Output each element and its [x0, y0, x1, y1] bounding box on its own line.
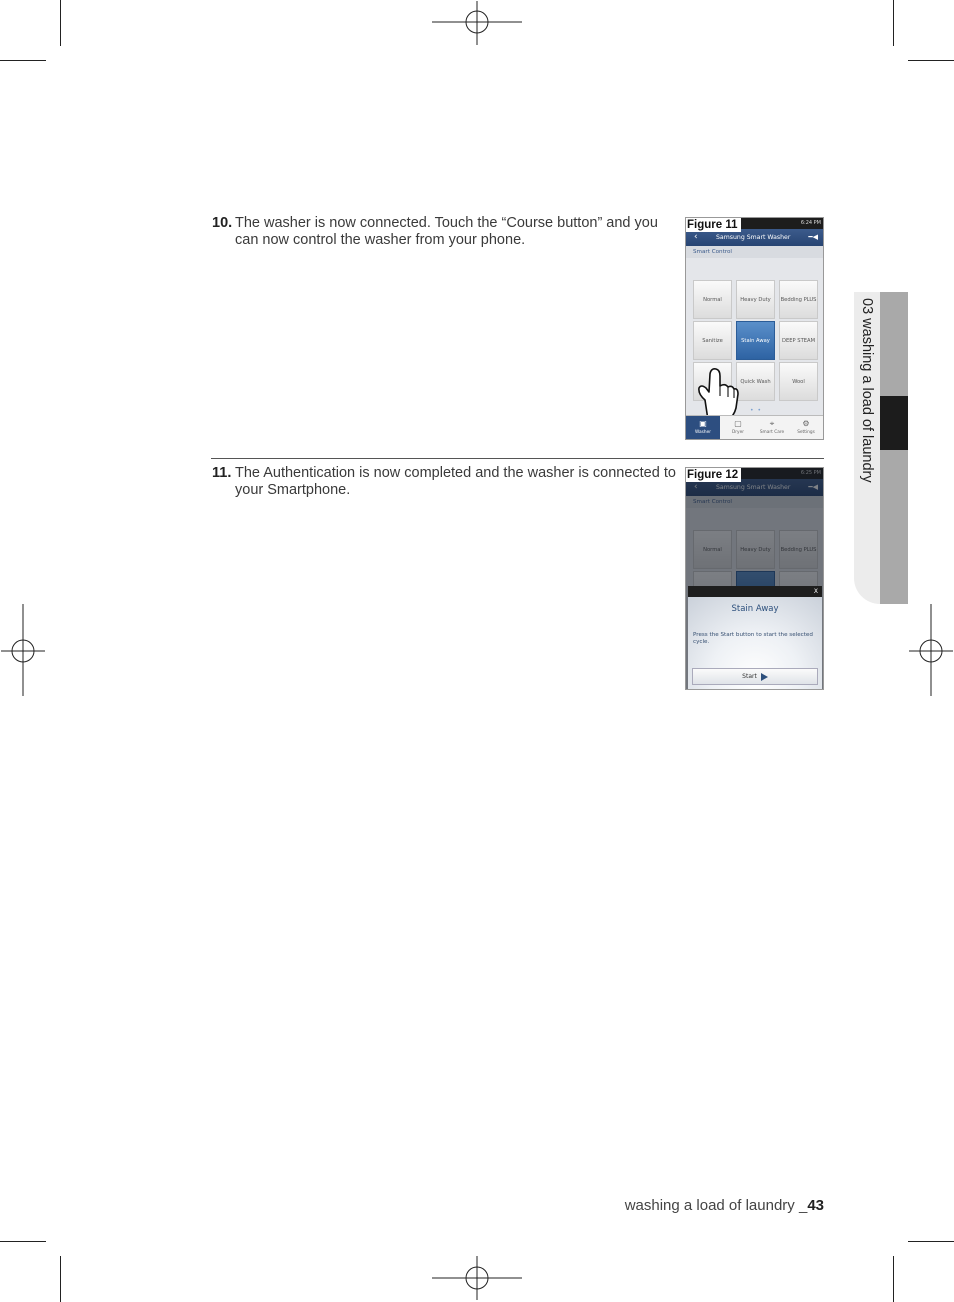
tab-label: Smart Care [759, 430, 785, 435]
registration-mark [909, 604, 953, 696]
step-11 [212, 465, 682, 505]
step-text-line: The Authentication is now completed and the washer is connected to [235, 465, 676, 481]
registration-mark [1, 604, 45, 696]
start-button[interactable] [692, 668, 818, 685]
step-text [235, 215, 658, 249]
plug-icon: ━◀ [808, 233, 818, 241]
smart-care-icon: ⌖ [769, 419, 775, 428]
chapter-side-tab [854, 292, 908, 604]
course-tile-stain-away[interactable]: Stain Away [736, 321, 775, 360]
close-icon[interactable]: X [813, 588, 818, 595]
tab-washer[interactable] [686, 416, 720, 439]
step-number: 11. [212, 465, 232, 481]
crop-mark [0, 60, 46, 61]
crop-mark [908, 1241, 954, 1242]
crop-mark [60, 0, 61, 46]
tab-bar [686, 415, 823, 439]
figure-11-screenshot [685, 217, 824, 440]
step-text-line: can now control the washer from your phone. [235, 232, 526, 248]
course-tile-wool[interactable]: Wool [779, 362, 818, 401]
chapter-title: 03 washing a load of laundry [859, 298, 875, 483]
course-tile-heavy-duty[interactable]: Heavy Duty [736, 280, 775, 319]
page-number: 43 [807, 1197, 824, 1214]
step-text-line: your Smartphone. [235, 482, 351, 498]
step-10 [212, 215, 682, 255]
registration-mark [432, 1, 522, 45]
hand-pointer-icon [694, 364, 740, 422]
footer-text: washing a load of laundry _ [624, 1197, 808, 1214]
step-text [235, 465, 676, 499]
step-number: 10. [212, 215, 233, 231]
play-icon [761, 673, 768, 681]
side-tab-marker [880, 396, 908, 450]
tab-smart-care[interactable] [755, 416, 789, 439]
course-tile-normal[interactable]: Normal [693, 280, 732, 319]
side-tab-text-wrap [854, 292, 880, 604]
section-header: Smart Control [686, 246, 823, 258]
crop-mark [60, 1256, 61, 1302]
course-tile-sanitize[interactable]: Sanitize [693, 321, 732, 360]
tab-label: Dryer [731, 430, 745, 435]
course-popup [688, 586, 822, 689]
popup-header [688, 586, 822, 597]
divider [211, 458, 824, 459]
course-tile-bedding-plus[interactable]: Bedding PLUS [779, 280, 818, 319]
dryer-icon: ▢ [734, 419, 742, 428]
tab-dryer[interactable] [721, 416, 755, 439]
crop-mark [908, 60, 954, 61]
tab-settings[interactable] [789, 416, 823, 439]
popup-title: Stain Away [731, 604, 779, 614]
popup-message: Press the Start button to start the selected cycle. [693, 632, 813, 645]
figure-12-screenshot [685, 467, 824, 690]
page-dots: •• [750, 407, 766, 414]
crop-mark [0, 1241, 46, 1242]
tab-label: Settings [797, 430, 815, 435]
crop-mark [893, 1256, 894, 1302]
figure-label: Figure 11 [686, 218, 741, 232]
start-button-label: Start [742, 673, 757, 680]
registration-mark [432, 1256, 522, 1300]
tab-label: Washer [695, 430, 711, 435]
washer-icon: ▣ [699, 419, 707, 428]
course-tile-deep-steam[interactable]: DEEP STEAM [779, 321, 818, 360]
step-text-line: The washer is now connected. Touch the “Course button” and you [235, 215, 658, 231]
page-footer [625, 1197, 824, 1214]
crop-mark [893, 0, 894, 46]
gear-icon: ⚙ [802, 419, 810, 428]
status-time: 6:24 PM [800, 220, 821, 226]
figure-label: Figure 12 [686, 468, 741, 482]
app-title: Samsung Smart Washer [716, 234, 791, 241]
back-icon[interactable]: ‹ [694, 232, 698, 242]
course-tile-quick-wash[interactable]: Quick Wash [736, 362, 775, 401]
